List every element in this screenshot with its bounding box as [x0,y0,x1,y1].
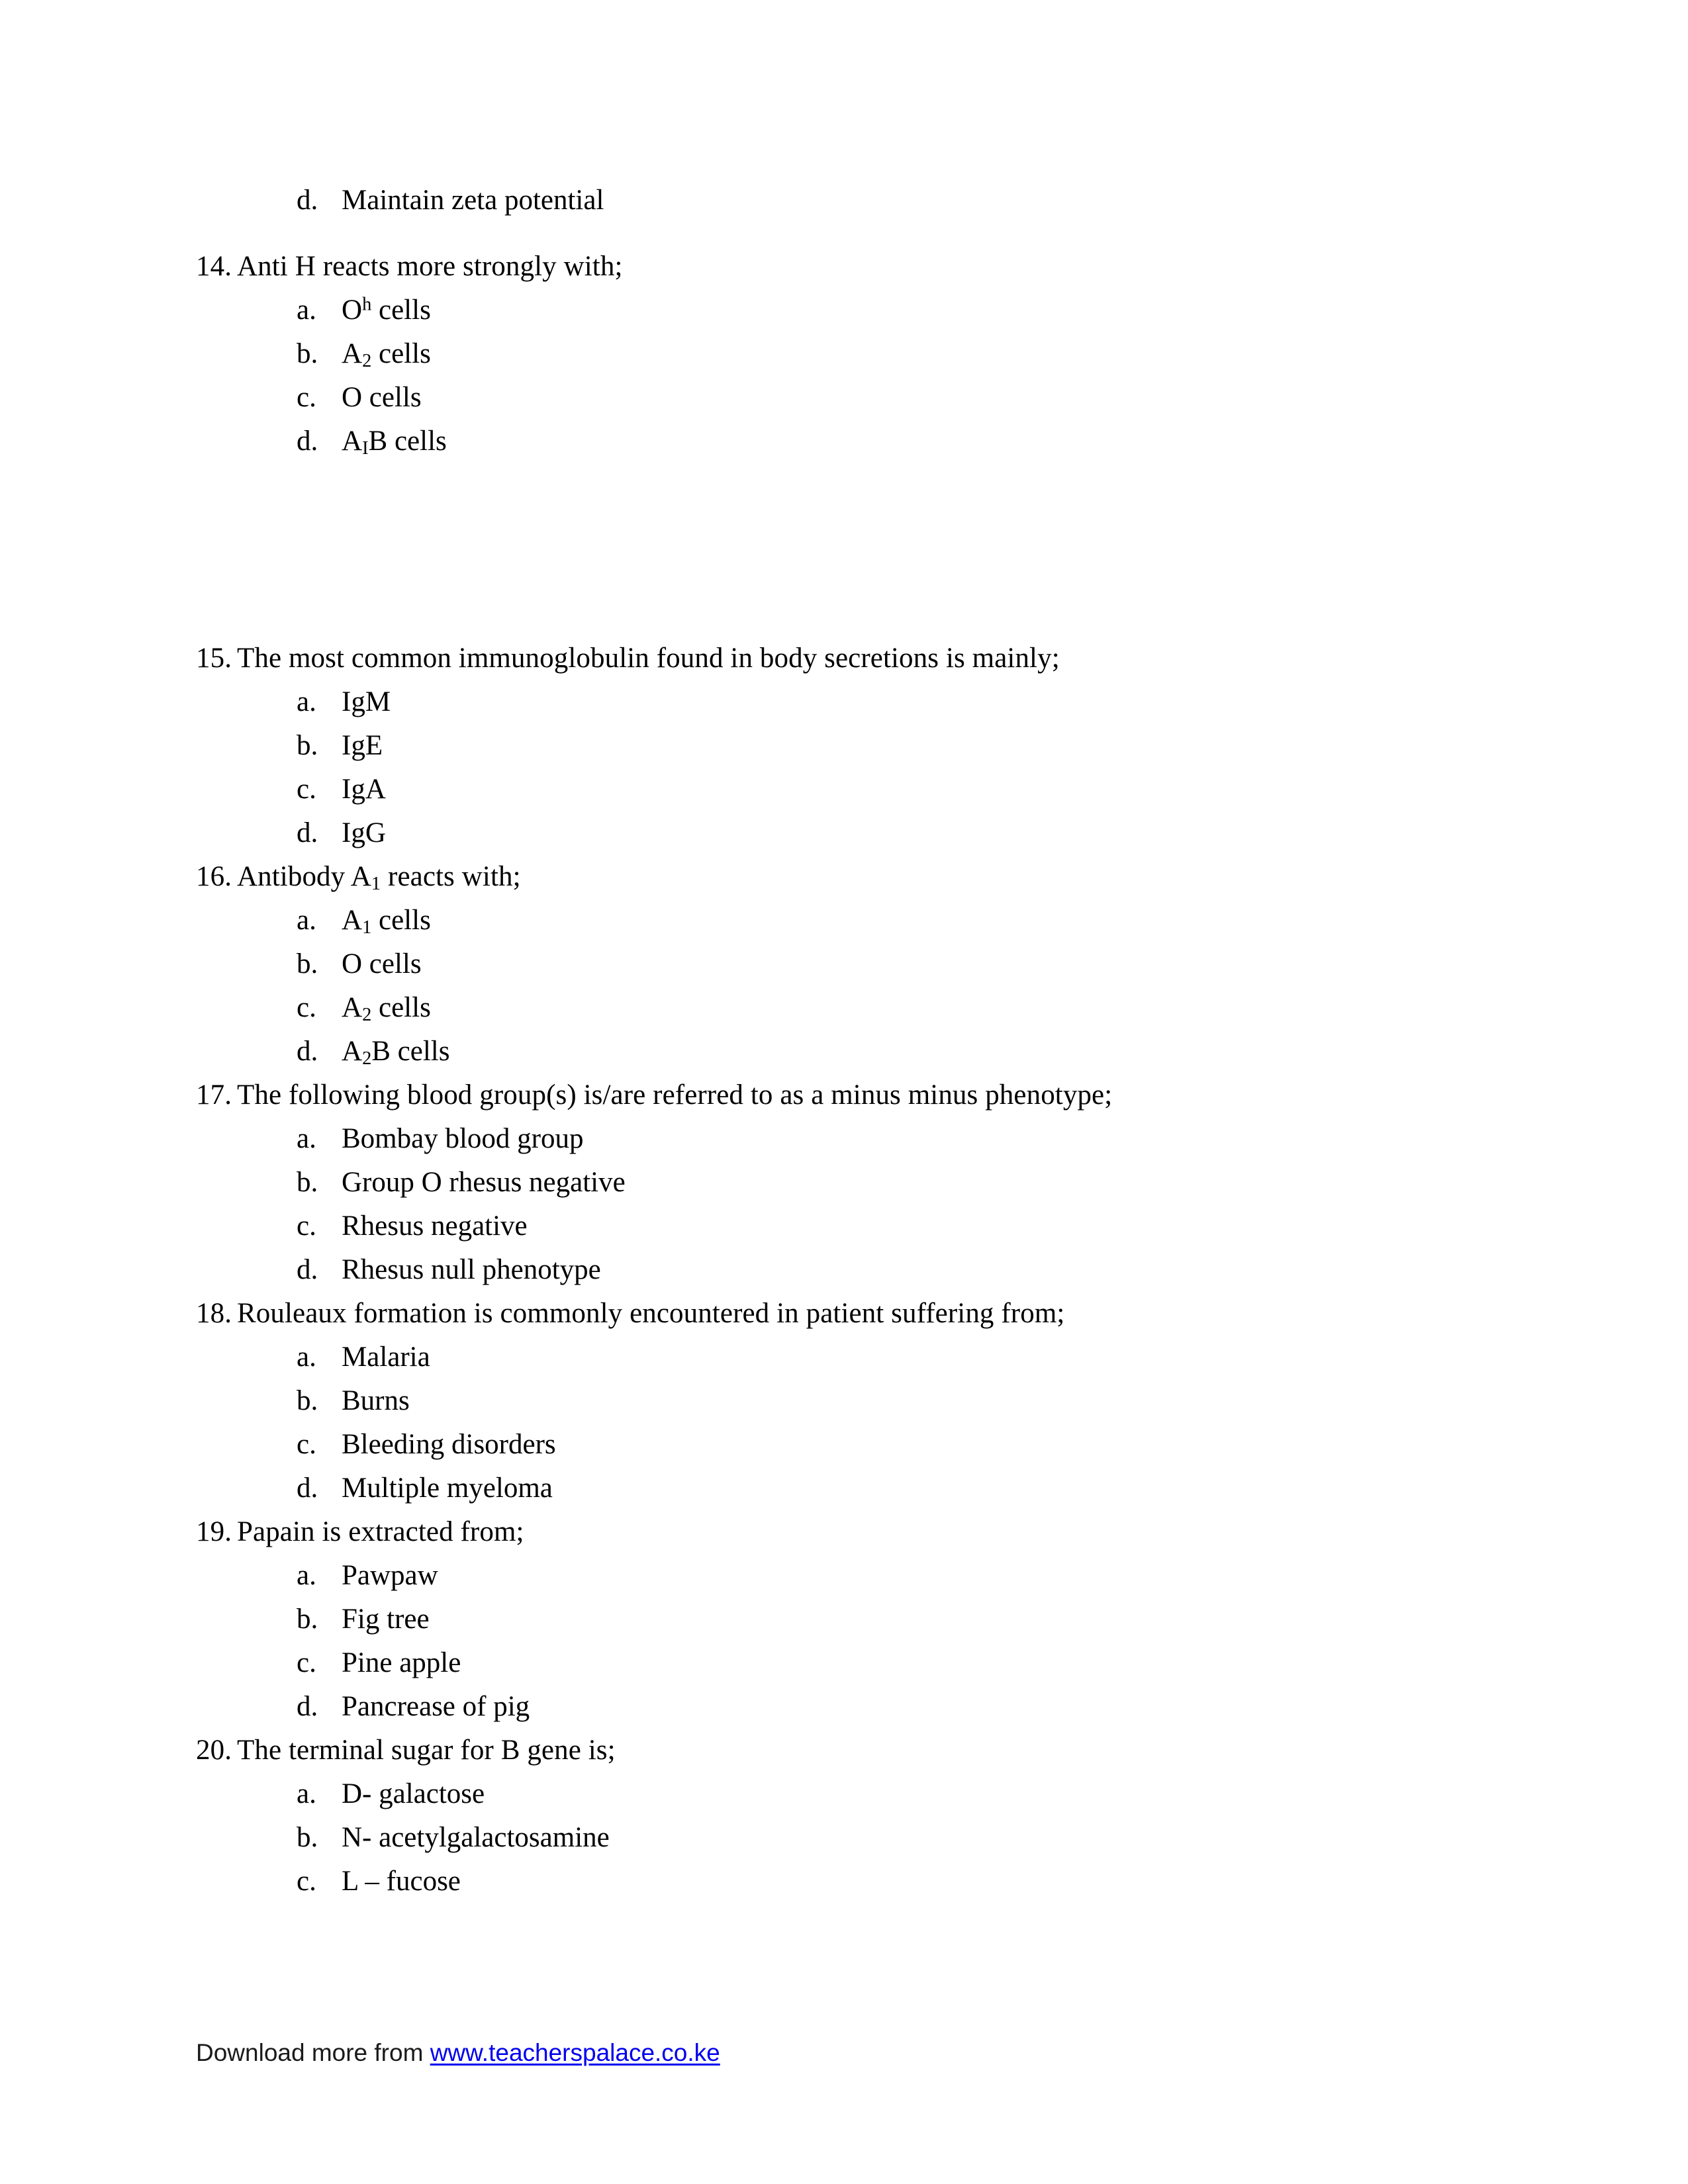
list-item [196,899,1493,942]
option-letter: d. [297,1691,318,1722]
teacherspalace-link[interactable]: www.teacherspalace.co.ke [430,2039,720,2066]
option-text: A [342,992,363,1023]
option-letter: a. [297,1560,316,1591]
question-number: 14. [196,251,232,282]
option-letter: a. [297,1123,316,1154]
option-letter: a. [297,1778,316,1809]
question-text: Papain is extracted from; [237,1516,524,1547]
list-item [196,724,1493,768]
list-item [196,1423,1493,1467]
option-letter: b. [297,338,318,369]
question-number: 18. [196,1298,232,1329]
question-18 [196,1292,1493,1336]
option-superscript: h [362,294,372,315]
option-letter: d. [297,426,318,457]
question-text: Anti H reacts more strongly with; [237,251,623,282]
option-subscript: I [362,438,369,459]
option-letter: c. [297,1429,316,1460]
list-item [196,1641,1493,1685]
question-number: 20. [196,1735,232,1766]
question-number: 19. [196,1516,232,1547]
option-text: Fig tree [342,1604,430,1635]
option-text: A [342,338,363,369]
question-text: The following blood group(s) is/are referred to as a minus minus phenotype; [237,1079,1113,1111]
option-letter: a. [297,905,316,936]
option-suffix: cells [371,905,431,936]
list-item [196,942,1493,986]
option-text: A [342,905,363,936]
footer-prefix-text: Download more from [196,2039,430,2066]
list-item [196,420,1493,463]
option-text: Bleeding disorders [342,1429,556,1460]
list-item [196,768,1493,811]
option-text: Pawpaw [342,1560,438,1591]
question-text: The most common immunoglobulin found in body secretions is mainly; [237,643,1060,674]
list-item [196,1598,1493,1641]
option-letter: d. [297,185,318,216]
option-letter: b. [297,730,318,761]
option-text: Multiple myeloma [342,1473,553,1504]
option-letter: a. [297,686,316,717]
list-item [196,1860,1493,1903]
option-suffix: B cells [368,426,447,457]
option-text: IgG [342,817,386,848]
option-letter: c. [297,1210,316,1242]
list-item [196,1336,1493,1379]
question-text: The terminal sugar for B gene is; [237,1735,616,1766]
list-item [196,1816,1493,1860]
option-letter: c. [297,774,316,805]
option-text: Pancrease of pig [342,1691,530,1722]
option-text: N- acetylgalactosamine [342,1822,610,1853]
option-letter: c. [297,382,316,413]
option-letter: b. [297,1385,318,1416]
question-subscript: 1 [371,874,381,895]
list-item [196,289,1493,332]
option-text: Rhesus null phenotype [342,1254,601,1285]
option-text: A [342,1036,363,1067]
list-item [196,376,1493,420]
option-letter: c. [297,1866,316,1897]
option-letter: b. [297,1167,318,1198]
option-text: IgE [342,730,383,761]
question-number: 15. [196,643,232,674]
list-item [196,1030,1493,1073]
spacer [196,222,1493,245]
option-text: Malaria [342,1342,430,1373]
list-item [196,811,1493,855]
option-letter: c. [297,1647,316,1678]
option-text: Pine apple [342,1647,461,1678]
option-text: Rhesus negative [342,1210,528,1242]
option-letter: d. [297,817,318,848]
option-text: Group O rhesus negative [342,1167,626,1198]
option-text: O [342,295,363,326]
option-text: D- galactose [342,1778,485,1809]
question-19 [196,1510,1493,1554]
option-text: Bombay blood group [342,1123,584,1154]
option-letter: a. [297,295,316,326]
option-text: IgA [342,774,386,805]
option-suffix: cells [371,338,431,369]
option-text: L – fucose [342,1866,461,1897]
list-item [196,1205,1493,1248]
question-15 [196,637,1493,680]
question-text-suffix: reacts with; [381,861,521,892]
option-letter: b. [297,1822,318,1853]
option-suffix: cells [371,295,431,326]
option-text: IgM [342,686,391,717]
question-16 [196,855,1493,899]
list-item [196,332,1493,376]
list-item [196,1685,1493,1729]
option-letter: d. [297,1473,318,1504]
list-item [196,1554,1493,1598]
list-item [196,986,1493,1030]
option-letter: d. [297,1254,318,1285]
option-text: O cells [342,948,422,979]
option-subscript: 2 [362,351,372,372]
option-text: Burns [342,1385,410,1416]
option-suffix: B cells [371,1036,450,1067]
question-text: Antibody A [237,861,371,892]
question-number: 16. [196,861,232,892]
question-number: 17. [196,1079,232,1111]
page-footer [196,2037,720,2069]
list-item [196,1379,1493,1423]
option-suffix: cells [371,992,431,1023]
option-letter: a. [297,1342,316,1373]
option-letter: b. [297,948,318,979]
option-subscript: 1 [362,917,372,938]
list-item [196,1117,1493,1161]
option-text: O cells [342,382,422,413]
option-letter: c. [297,992,316,1023]
question-14 [196,245,1493,289]
option-letter: d. [297,1036,318,1067]
list-item [196,1772,1493,1816]
list-item [196,179,1493,222]
question-17 [196,1073,1493,1117]
option-text: A [342,426,363,457]
list-item [196,1467,1493,1510]
list-item [196,1248,1493,1292]
option-text: Maintain zeta potential [342,185,604,216]
list-item [196,680,1493,724]
question-20 [196,1729,1493,1772]
question-text: Rouleaux formation is commonly encountered in patient suffering from; [237,1298,1065,1329]
page-break-spacer [196,463,1493,637]
option-subscript: 2 [362,1048,372,1069]
question-content [196,179,1493,1903]
option-letter: b. [297,1604,318,1635]
list-item [196,1161,1493,1205]
option-subscript: 2 [362,1005,372,1026]
